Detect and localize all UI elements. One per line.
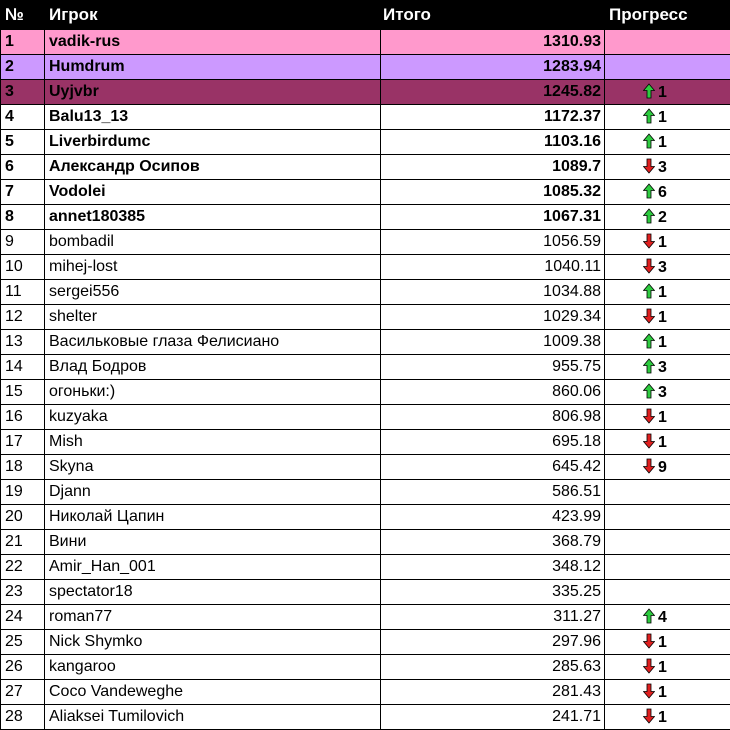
player-name: roman77 <box>45 605 381 630</box>
total-score: 1056.59 <box>381 230 605 255</box>
player-name: Balu13_13 <box>45 105 381 130</box>
total-score: 1310.93 <box>381 30 605 55</box>
progress-cell <box>605 530 730 555</box>
player-name: shelter <box>45 305 381 330</box>
rank-number: 27 <box>1 680 45 705</box>
progress-value: 9 <box>658 459 667 476</box>
progress-cell <box>605 580 730 605</box>
arrow-down-icon <box>643 683 655 699</box>
player-name: Влад Бодров <box>45 355 381 380</box>
player-name: Васильковые глаза Фелисиано <box>45 330 381 355</box>
progress-value: 1 <box>658 434 667 451</box>
rank-number: 23 <box>1 580 45 605</box>
arrow-up-icon <box>643 383 655 399</box>
progress-value: 1 <box>658 84 667 101</box>
progress-value: 3 <box>658 259 667 276</box>
progress-cell <box>605 80 730 105</box>
table-row <box>1 330 730 355</box>
arrow-down-icon <box>643 633 655 649</box>
table-row <box>1 80 730 105</box>
rank-number: 17 <box>1 430 45 455</box>
rank-number: 2 <box>1 55 45 80</box>
progress-value: 4 <box>658 609 667 626</box>
table-row <box>1 505 730 530</box>
progress-value: 1 <box>658 659 667 676</box>
table-row <box>1 705 730 730</box>
total-score: 586.51 <box>381 480 605 505</box>
table-row <box>1 580 730 605</box>
header-player: Игрок <box>45 1 381 30</box>
total-score: 1009.38 <box>381 330 605 355</box>
player-name: kuzyaka <box>45 405 381 430</box>
progress-cell <box>605 280 730 305</box>
total-score: 1283.94 <box>381 55 605 80</box>
table-row <box>1 255 730 280</box>
player-name: Mish <box>45 430 381 455</box>
progress-value: 1 <box>658 684 667 701</box>
table-row <box>1 530 730 555</box>
rank-number: 3 <box>1 80 45 105</box>
rank-number: 9 <box>1 230 45 255</box>
progress-cell <box>605 255 730 280</box>
progress-value: 2 <box>658 209 667 226</box>
table-body <box>1 30 730 730</box>
progress-value: 1 <box>658 134 667 151</box>
rank-number: 7 <box>1 180 45 205</box>
progress-cell <box>605 380 730 405</box>
total-score: 955.75 <box>381 355 605 380</box>
rank-number: 14 <box>1 355 45 380</box>
table-row <box>1 380 730 405</box>
rank-number: 8 <box>1 205 45 230</box>
player-name: Amir_Han_001 <box>45 555 381 580</box>
progress-cell <box>605 405 730 430</box>
arrow-up-icon <box>643 83 655 99</box>
total-score: 297.96 <box>381 630 605 655</box>
total-score: 368.79 <box>381 530 605 555</box>
arrow-down-icon <box>643 158 655 174</box>
progress-cell <box>605 180 730 205</box>
progress-cell <box>605 55 730 80</box>
player-name: Liverbirdumc <box>45 130 381 155</box>
progress-cell <box>605 155 730 180</box>
progress-value: 1 <box>658 109 667 126</box>
total-score: 1172.37 <box>381 105 605 130</box>
progress-cell <box>605 505 730 530</box>
rank-number: 24 <box>1 605 45 630</box>
player-name: Вини <box>45 530 381 555</box>
player-name: Djann <box>45 480 381 505</box>
player-name: annet180385 <box>45 205 381 230</box>
table-row <box>1 630 730 655</box>
player-name: bombadil <box>45 230 381 255</box>
total-score: 860.06 <box>381 380 605 405</box>
progress-cell <box>605 705 730 730</box>
player-name: Николай Цапин <box>45 505 381 530</box>
rank-number: 16 <box>1 405 45 430</box>
table-row <box>1 280 730 305</box>
total-score: 348.12 <box>381 555 605 580</box>
player-name: Nick Shymko <box>45 630 381 655</box>
player-name: Александр Осипов <box>45 155 381 180</box>
rank-number: 13 <box>1 330 45 355</box>
total-score: 285.63 <box>381 655 605 680</box>
rank-number: 19 <box>1 480 45 505</box>
total-score: 1089.7 <box>381 155 605 180</box>
arrow-up-icon <box>643 133 655 149</box>
table-row <box>1 130 730 155</box>
rank-number: 4 <box>1 105 45 130</box>
table-row <box>1 430 730 455</box>
arrow-up-icon <box>643 208 655 224</box>
table-row <box>1 30 730 55</box>
progress-cell <box>605 30 730 55</box>
header-total: Итого <box>381 1 605 30</box>
rank-number: 11 <box>1 280 45 305</box>
player-name: Aliaksei Tumilovich <box>45 705 381 730</box>
progress-cell <box>605 430 730 455</box>
progress-cell <box>605 605 730 630</box>
total-score: 311.27 <box>381 605 605 630</box>
arrow-up-icon <box>643 108 655 124</box>
table-row <box>1 180 730 205</box>
arrow-up-icon <box>643 608 655 624</box>
table-row <box>1 305 730 330</box>
table-row <box>1 355 730 380</box>
total-score: 281.43 <box>381 680 605 705</box>
rank-number: 12 <box>1 305 45 330</box>
total-score: 335.25 <box>381 580 605 605</box>
header-row <box>1 1 730 30</box>
progress-cell <box>605 630 730 655</box>
table-row <box>1 605 730 630</box>
arrow-down-icon <box>643 258 655 274</box>
progress-cell <box>605 305 730 330</box>
arrow-up-icon <box>643 358 655 374</box>
total-score: 695.18 <box>381 430 605 455</box>
progress-value: 1 <box>658 334 667 351</box>
table-row <box>1 155 730 180</box>
arrow-down-icon <box>643 458 655 474</box>
total-score: 645.42 <box>381 455 605 480</box>
progress-cell <box>605 105 730 130</box>
player-name: Vodolei <box>45 180 381 205</box>
table-row <box>1 105 730 130</box>
total-score: 241.71 <box>381 705 605 730</box>
table-row <box>1 205 730 230</box>
table-row <box>1 680 730 705</box>
rank-number: 1 <box>1 30 45 55</box>
table-row <box>1 655 730 680</box>
total-score: 1245.82 <box>381 80 605 105</box>
rank-number: 22 <box>1 555 45 580</box>
progress-value: 3 <box>658 359 667 376</box>
rank-number: 20 <box>1 505 45 530</box>
header-num: № <box>1 1 45 30</box>
rank-number: 6 <box>1 155 45 180</box>
rank-number: 10 <box>1 255 45 280</box>
progress-cell <box>605 230 730 255</box>
progress-cell <box>605 655 730 680</box>
arrow-down-icon <box>643 708 655 724</box>
progress-value: 6 <box>658 184 667 201</box>
player-name: kangaroo <box>45 655 381 680</box>
progress-value: 1 <box>658 284 667 301</box>
progress-value: 1 <box>658 634 667 651</box>
arrow-up-icon <box>643 283 655 299</box>
arrow-down-icon <box>643 408 655 424</box>
total-score: 1085.32 <box>381 180 605 205</box>
progress-value: 1 <box>658 234 667 251</box>
progress-cell <box>605 680 730 705</box>
rank-number: 5 <box>1 130 45 155</box>
player-name: Skyna <box>45 455 381 480</box>
progress-value: 3 <box>658 384 667 401</box>
rank-number: 28 <box>1 705 45 730</box>
header-progress: Прогресс <box>605 1 730 30</box>
progress-cell <box>605 330 730 355</box>
progress-cell <box>605 555 730 580</box>
progress-cell <box>605 480 730 505</box>
player-name: Uyjvbr <box>45 80 381 105</box>
total-score: 1067.31 <box>381 205 605 230</box>
progress-cell <box>605 205 730 230</box>
rank-number: 21 <box>1 530 45 555</box>
player-name: Coco Vandeweghe <box>45 680 381 705</box>
total-score: 1103.16 <box>381 130 605 155</box>
total-score: 1029.34 <box>381 305 605 330</box>
total-score: 806.98 <box>381 405 605 430</box>
player-name: Humdrum <box>45 55 381 80</box>
rank-number: 15 <box>1 380 45 405</box>
table-row <box>1 555 730 580</box>
total-score: 423.99 <box>381 505 605 530</box>
progress-value: 1 <box>658 409 667 426</box>
table-row <box>1 55 730 80</box>
total-score: 1040.11 <box>381 255 605 280</box>
progress-value: 1 <box>658 309 667 326</box>
progress-cell <box>605 355 730 380</box>
arrow-up-icon <box>643 183 655 199</box>
table-row <box>1 405 730 430</box>
arrow-down-icon <box>643 308 655 324</box>
table-row <box>1 455 730 480</box>
rank-number: 26 <box>1 655 45 680</box>
player-name: mihej-lost <box>45 255 381 280</box>
total-score: 1034.88 <box>381 280 605 305</box>
arrow-down-icon <box>643 658 655 674</box>
progress-cell <box>605 130 730 155</box>
table-row <box>1 230 730 255</box>
rank-number: 25 <box>1 630 45 655</box>
player-name: spectator18 <box>45 580 381 605</box>
progress-value: 3 <box>658 159 667 176</box>
arrow-down-icon <box>643 433 655 449</box>
progress-cell <box>605 455 730 480</box>
progress-value: 1 <box>658 709 667 726</box>
table-row <box>1 480 730 505</box>
player-name: огоньки:) <box>45 380 381 405</box>
player-name: vadik-rus <box>45 30 381 55</box>
player-name: sergei556 <box>45 280 381 305</box>
rank-number: 18 <box>1 455 45 480</box>
arrow-up-icon <box>643 333 655 349</box>
arrow-down-icon <box>643 233 655 249</box>
